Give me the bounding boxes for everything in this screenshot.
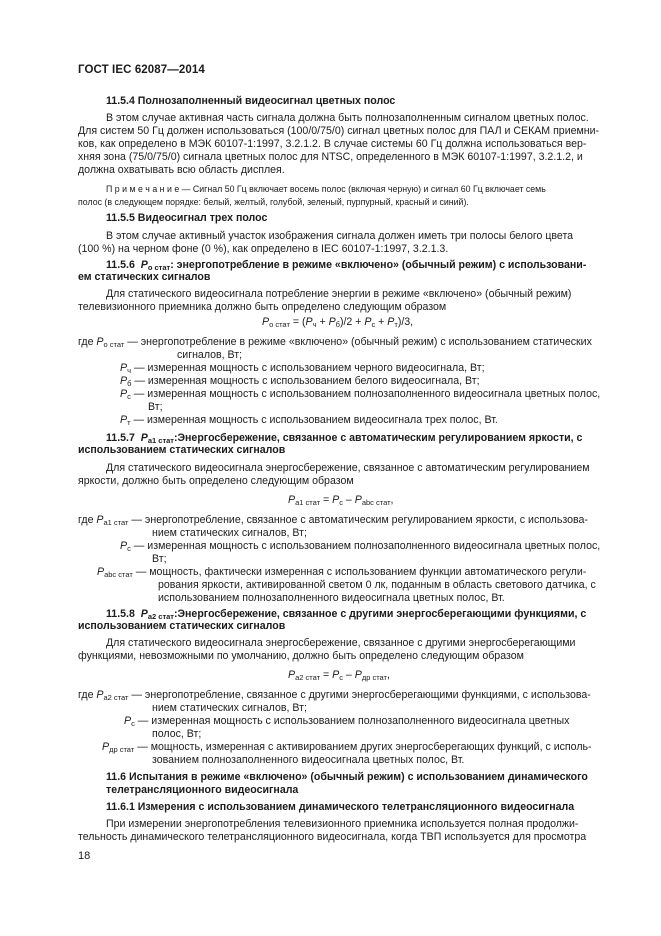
def-p-s-2: Вт;: [148, 401, 163, 413]
s1158-line-1: Для статического видеосигнала энергосбережение, связанное с другими энергосберегающими: [106, 637, 576, 649]
s1154-note-1: П р и м е ч а н и е — Сигнал 50 Гц включает восемь полос (включая черную) и сигнал 60 Гц включает семь: [106, 184, 546, 194]
def-p-t: $P_т$ — измеренная мощность с использованием видеосигнала трех полос, Вт.: [120, 414, 498, 427]
def-p-s-1158: $P_с$ — измеренная мощность с использованием полнозаполненного видеосигнала цветных: [124, 715, 570, 728]
where-p-a2-stat-2: нием статических сигналов, Вт;: [152, 702, 307, 714]
def-p-dr-stat-2: зованием полнозаполненного видеосигнала цветных полос, Вт.: [152, 754, 465, 766]
def-p-s-1157: $P_с$ — измеренная мощность с использованием полнозаполненного видеосигнала цветных полос,: [120, 540, 601, 553]
def-p-abc-stat: $P_{abc стат}$ — мощность, фактически измеренная с использованием функции автоматического регули-: [97, 566, 587, 579]
def-p-abc-stat-2: рования яркости, активированной светом 0 лк, поданным в область светового датчика, с: [158, 579, 596, 591]
def-p-b: $P_б$ — измеренная мощность с использованием белого видеосигнала, Вт;: [120, 375, 480, 388]
section-11-5-4-heading: 11.5.4 Полнозаполненный видеосигнал цветных полос: [106, 95, 396, 107]
s116-line-2: тельность динамического телетрансляционного видеосигнала, когда ТВП используется для просмотра: [78, 831, 587, 843]
where-p-o-stat: где $P_{о стат}$ — энергопотребление в режиме «включено» (обычный режим) с использованием статических: [78, 336, 592, 349]
s1154-line-4: хняя зона (75/0/75/0) сигнала цветных полос для NTSC, определенного в МЭК 60107-1:1997, 3.2.1.2, и: [78, 151, 583, 163]
where-p-a1-stat-2: нием статических сигналов, Вт;: [152, 527, 307, 539]
def-p-dr-stat: $P_{др стат}$ — мощность, измеренная с активированием других энергосберегающих функций, с исполь-: [102, 741, 592, 754]
section-11-5-5-heading: 11.5.5 Видеосигнал трех полос: [106, 212, 268, 224]
s1154-note-2: полос (в следующем порядке: белый, желтый, голубой, зеленый, пурпурный, красный и синий).: [78, 197, 469, 207]
formula-p-a1-stat: $P_{а1 стат} = P_с - P_{abc стат}$,: [288, 494, 394, 507]
where-p-o-stat-2: сигналов, Вт;: [177, 349, 243, 361]
section-11-5-7-heading-2: использованием статических сигналов: [78, 444, 286, 456]
s1155-line-1: В этом случае активный участок изображения сигнала должен иметь три полосы белого цвета: [106, 230, 574, 242]
def-p-s-1158-2: полос, Вт;: [152, 728, 202, 740]
section-11-5-8-heading: 11.5.8 $P_{а2 стат}:Энергосбережение$, связанное с другими энергосберегающими функциями, с: [106, 608, 587, 621]
s1154-line-1: В этом случае активная часть сигнала должна быть полнозаполненным сигналом цветных полос.: [106, 112, 589, 124]
section-11-6-heading: 11.6 Испытания в режиме «включено» (обычный режим) с использованием динамического: [106, 771, 588, 783]
section-11-5-6-heading: 11.5.6 $P_{о стат}$: энергопотребление в режиме «включено» (обычный режим) с использовани-: [106, 259, 587, 272]
s1154-line-3: ков, как определено в МЭК 60107-1:1997, 3.2.1.2. В случае системы 60 Гц должна использоваться вер-: [78, 138, 587, 150]
page-number: 18: [78, 850, 91, 862]
formula-p-a2-stat: $P_{а2 стат} = P_с - P_{др стат}$,: [288, 669, 390, 682]
s116-line-1: При измерении энергопотребления телевизионного приемника используется полная продолжи-: [106, 818, 579, 830]
s1156-line-1: Для статического видеосигнала потребление энергии в режиме «включено» (обычный режим): [106, 288, 572, 300]
s1157-line-1: Для статического видеосигнала энергосбережение, связанное с автоматическим регулированием: [106, 462, 590, 474]
def-p-abc-stat-3: использованием полнозаполненного видеосигнала цветных полос, Вт.: [158, 592, 505, 604]
section-11-5-8-heading-2: использованием статических сигналов: [78, 620, 286, 632]
s1158-line-2: функциями, невозможными по умолчанию, должно быть определено следующим образом: [78, 650, 524, 662]
formula-p-o-stat: $P_{о стат} = (P_ч + P_б)/2 + P_с + P_т)/3$,: [262, 316, 414, 329]
s1154-line-2: Для систем 50 Гц должен использоваться (100/0/75/0) сигнал цветных полос для ПАЛ и СЕКАМ приемни-: [78, 125, 600, 137]
s1155-line-2: (100 %) на черном фоне (0 %), как определено в IEC 60107-1:1997, 3.2.1.3.: [78, 243, 449, 255]
s1156-line-2: телевизионного приемника должно быть определено следующим образом: [78, 301, 447, 313]
where-p-a1-stat: где $P_{а1 стат}$ — энергопотребление, связанное с автоматическим регулированием яркости, с использова-: [78, 514, 588, 527]
where-p-a2-stat: где $P_{а2 стат}$ — энергопотребление, связанное с другими энергосберегающими функциями, с использова-: [78, 689, 591, 702]
def-p-s-1157-2: Вт;: [152, 553, 167, 565]
s1157-line-2: яркости, должно быть определено следующим образом: [78, 475, 354, 487]
def-p-s: $P_с$ — измеренная мощность с использованием полнозаполненного видеосигнала цветных полос,: [120, 388, 601, 401]
section-11-6-1-heading: 11.6.1 Измерения с использованием динамического телетрансляционного видеосигнала: [106, 801, 575, 813]
section-11-6-heading-2: телетрансляционного видеосигнала: [106, 784, 299, 796]
s1154-line-5: должна охватывать всю область дисплея.: [78, 164, 285, 176]
section-11-5-6-heading-2: ем статических сигналов: [78, 271, 211, 283]
document-header: ГОСТ IEC 62087—2014: [78, 64, 205, 76]
def-p-ch: $P_ч$ — измеренная мощность с использованием черного видеосигнала, Вт;: [120, 362, 485, 375]
section-11-5-7-heading: 11.5.7 $P_{а1 стат}:Энергосбережение$, связанное с автоматическим регулированием яркости, с: [106, 432, 583, 445]
